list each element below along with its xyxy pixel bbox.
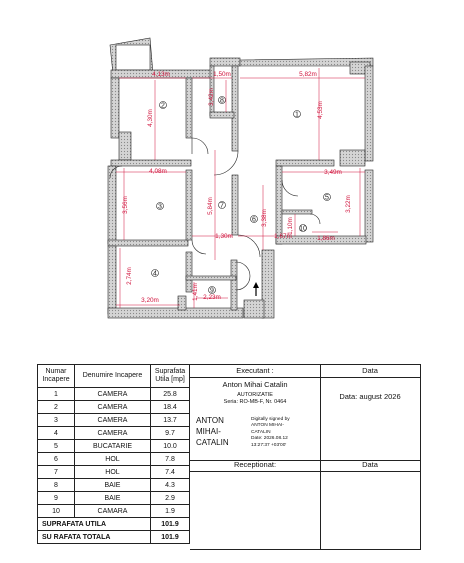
cell-area: 9.7 xyxy=(151,427,190,440)
cell-area: 7.4 xyxy=(151,466,190,479)
table-row xyxy=(38,466,190,479)
svg-text:3,38m: 3,38m xyxy=(261,209,268,227)
table-row xyxy=(38,414,190,427)
cell-area: 13.7 xyxy=(151,414,190,427)
table-row xyxy=(38,479,190,492)
svg-text:4: 4 xyxy=(153,270,157,278)
total-value: 101.9 xyxy=(151,531,190,544)
svg-text:3,56m: 3,56m xyxy=(122,196,129,214)
svg-text:3,20m: 3,20m xyxy=(141,297,159,304)
receptionat-header: Receptionat: xyxy=(190,459,320,472)
total-util-value: 101.9 xyxy=(151,518,190,531)
total-util-label: SUPRAFATA UTILA xyxy=(38,518,151,531)
svg-text:4,08m: 4,08m xyxy=(149,168,167,175)
total-util-row xyxy=(38,518,190,531)
cell-name: BUCATARIE xyxy=(75,440,151,453)
cell-nr: 4 xyxy=(38,427,75,440)
svg-text:5,82m: 5,82m xyxy=(299,71,317,78)
svg-text:8: 8 xyxy=(220,97,224,105)
header-nr: Numar Incapere xyxy=(38,365,75,388)
data-box-top xyxy=(320,364,421,461)
cell-name: HOL xyxy=(75,453,151,466)
cell-nr: 2 xyxy=(38,401,75,414)
cell-nr: 8 xyxy=(38,479,75,492)
signature-details xyxy=(251,417,290,449)
header-name: Denumire Incapere xyxy=(75,365,151,388)
cell-name: CAMARA xyxy=(75,505,151,518)
cell-nr: 10 xyxy=(38,505,75,518)
executant-auth: AUTORIZATIE xyxy=(237,392,273,398)
signature-name-line: CATALIN xyxy=(196,438,229,447)
executant-name: Anton Mihai Catalin xyxy=(222,380,288,389)
svg-text:1,67m: 1,67m xyxy=(274,233,292,240)
signature-detail-line: 13:27:37 +03'00' xyxy=(251,442,287,448)
data-box-bottom xyxy=(320,459,421,550)
svg-text:3: 3 xyxy=(158,203,162,211)
cell-area: 1.9 xyxy=(151,505,190,518)
svg-text:3,42m: 3,42m xyxy=(208,88,215,106)
cell-area: 4.3 xyxy=(151,479,190,492)
cell-name: HOL xyxy=(75,466,151,479)
total-row xyxy=(38,531,190,544)
table-row xyxy=(38,505,190,518)
cell-nr: 6 xyxy=(38,453,75,466)
svg-text:3,49m: 3,49m xyxy=(324,169,342,176)
cell-name: BAIE xyxy=(75,492,151,505)
signature-name-line: MIHAI- xyxy=(196,427,221,436)
table-row xyxy=(38,427,190,440)
executant-box xyxy=(190,364,321,461)
cell-name: CAMERA xyxy=(75,414,151,427)
svg-text:5,84m: 5,84m xyxy=(207,197,214,215)
svg-text:1,41m: 1,41m xyxy=(192,283,199,301)
svg-text:3,22m: 3,22m xyxy=(345,195,352,213)
signature-detail-line: Digitally signed by xyxy=(251,417,290,422)
svg-text:5: 5 xyxy=(325,194,329,202)
table-header-row xyxy=(38,365,190,388)
table-row xyxy=(38,453,190,466)
cell-nr: 1 xyxy=(38,388,75,401)
svg-text:1,50m: 1,50m xyxy=(213,71,231,78)
svg-text:9: 9 xyxy=(210,287,214,295)
cell-area: 25.8 xyxy=(151,388,190,401)
svg-text:1,30m: 1,30m xyxy=(215,233,233,240)
total-label: SU RAFATA TOTALA xyxy=(38,531,151,544)
svg-text:1,86m: 1,86m xyxy=(317,235,335,242)
entrance-arrow-icon xyxy=(253,282,259,296)
executant-series: Seria: RO-MB-F, Nr. 0464 xyxy=(223,399,287,405)
cell-name: CAMERA xyxy=(75,427,151,440)
data-header: Data xyxy=(320,365,420,378)
cell-area: 18.4 xyxy=(151,401,190,414)
svg-text:4,53m: 4,53m xyxy=(317,101,324,119)
cell-nr: 3 xyxy=(38,414,75,427)
signature-name-line: ANTON xyxy=(196,416,224,425)
cell-area: 7.8 xyxy=(151,453,190,466)
cell-nr: 7 xyxy=(38,466,75,479)
cell-area: 2.9 xyxy=(151,492,190,505)
digital-signature xyxy=(194,415,318,455)
svg-text:2: 2 xyxy=(161,102,165,110)
table-row xyxy=(38,492,190,505)
receptionat-data-header: Data xyxy=(320,459,420,472)
cell-nr: 9 xyxy=(38,492,75,505)
cell-name: CAMERA xyxy=(75,388,151,401)
receptionat-box xyxy=(190,459,321,550)
data-value: Data: august 2026 xyxy=(339,392,401,401)
room-markers xyxy=(152,97,331,295)
cell-name: BAIE xyxy=(75,479,151,492)
header-area: Suprafata Utila [mp] xyxy=(151,365,190,388)
table-row xyxy=(38,388,190,401)
svg-text:1,10m: 1,10m xyxy=(287,217,294,235)
svg-text:2,74m: 2,74m xyxy=(126,267,133,285)
rooms-table-wrap xyxy=(37,364,190,544)
svg-text:7: 7 xyxy=(220,202,224,210)
cell-nr: 5 xyxy=(38,440,75,453)
svg-text:1: 1 xyxy=(295,111,299,119)
svg-text:10: 10 xyxy=(299,225,307,233)
table-row xyxy=(38,401,190,414)
signature-detail-line: Date: 2026.08.12 xyxy=(251,436,288,442)
walls xyxy=(108,38,373,318)
signature-name xyxy=(196,415,229,448)
executant-header: Executant : xyxy=(190,365,320,378)
svg-text:4,30m: 4,30m xyxy=(147,109,154,127)
signature-detail-line: ANTON MIHAI- xyxy=(251,423,284,429)
svg-text:6: 6 xyxy=(252,216,256,224)
svg-text:2,23m: 2,23m xyxy=(203,294,221,301)
rooms-table xyxy=(37,364,190,544)
cell-name: CAMERA xyxy=(75,401,151,414)
cell-area: 10.0 xyxy=(151,440,190,453)
table-row xyxy=(38,440,190,453)
svg-text:4,13m: 4,13m xyxy=(152,71,170,78)
signature-detail-line: CATALIN xyxy=(251,429,271,435)
